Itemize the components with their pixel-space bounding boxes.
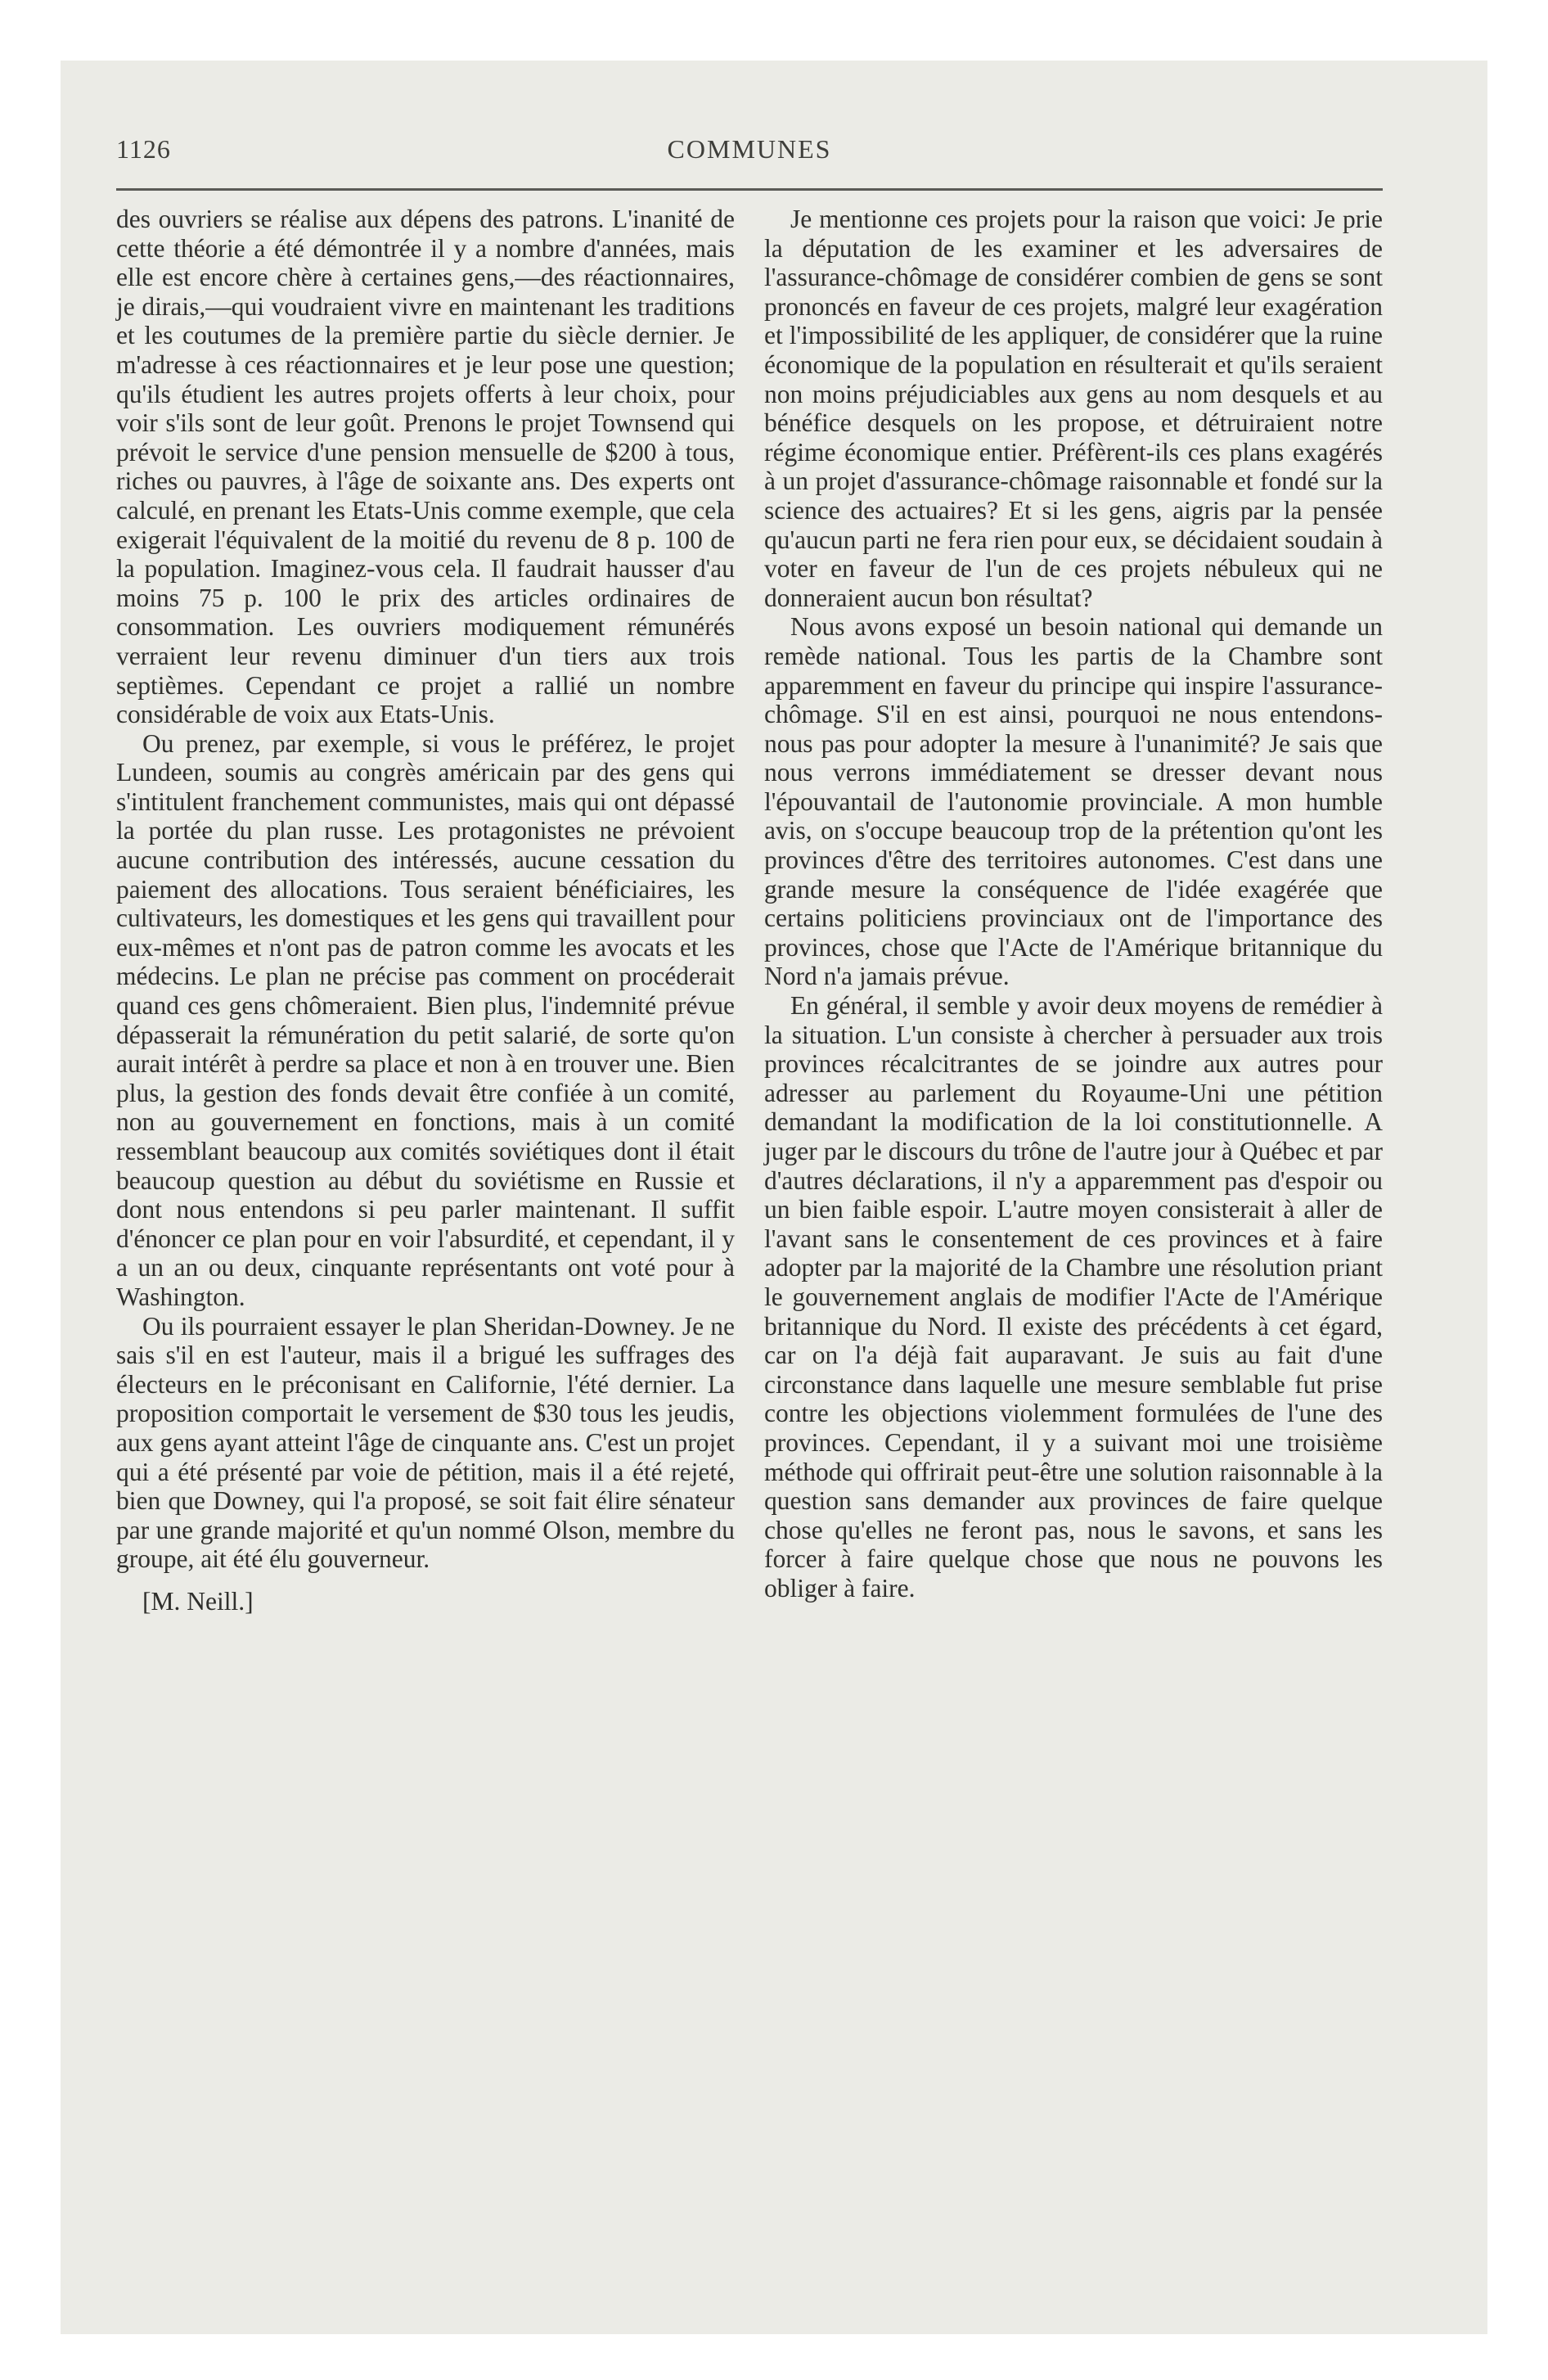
page-header bbox=[116, 134, 1383, 175]
paragraph: Je mentionne ces projets pour la raison que voici: Je prie la députation de les examiner et les adversaires de l'assurance-chômage de considérer combien de gens se sont prononcés en faveur de ces projets, malgré leur exagération et l'impossibilité de les appliquer, de considérer que la ruine économique de la population en résulterait et qu'ils seraient non moins préjudiciables aux gens au nom desquels et au bénéfice desquels on les propose, et détruiraient notre régime économique entier. Préfèrent-ils ces plans exagérés à un projet d'assurance-chômage raisonnable et fondé sur la science des actuaires? Et si les gens, aigris par la pensée qu'aucun parti ne fera rien pour eux, se décidaient soudain à voter en faveur de l'un de ces projets nébuleux qui ne donneraient aucun bon résultat? bbox=[764, 205, 1383, 612]
right-column bbox=[764, 205, 1383, 1603]
header-rule bbox=[116, 188, 1383, 191]
paragraph: En général, il semble y avoir deux moyens de remédier à la situation. L'un consiste à chercher à persuader aux trois provinces récalcitrantes de se joindre aux autres pour adresser au parlement du Royaume-Uni une pétition demandant la modification de la loi constitutionnelle. A juger par le discours du trône de l'autre jour à Québec et par d'autres déclarations, il n'y a apparemment pas d'espoir ou un bien faible espoir. L'autre moyen consisterait à aller de l'avant sans le consentement de ces provinces et à faire adopter par la majorité de la Chambre une résolution priant le gouvernement anglais de modifier l'Acte de l'Amérique britannique du Nord. Il existe des précédents à cet égard, car on l'a déjà fait auparavant. Je suis au fait d'une circonstance dans laquelle une mesure semblable fut prise contre les objections violemment formulées de l'une des provinces. Cependant, il y a suivant moi une troisième méthode qui offrirait peut-être une solution raisonnable à la question sans demander aux provinces de faire quelque chose qu'elles ne feront pas, nous le savons, et sans les forcer à faire quelque chose que nous ne pouvons les obliger à faire. bbox=[764, 991, 1383, 1602]
paragraph: Ou prenez, par exemple, si vous le préférez, le projet Lundeen, soumis au congrès américain par des gens qui s'intitulent franchement communistes, mais qui ont dépassé la portée du plan russe. Les protagonistes ne prévoient aucune contribution des intéressés, aucune cessation du paiement des allocations. Tous seraient bénéficiaires, les cultivateurs, les domestiques et les gens qui travaillent pour eux-mêmes et n'ont pas de patron comme les avocats et les médecins. Le plan ne précise pas comment on procéderait quand ces gens chômeraient. Bien plus, l'indemnité prévue dépasserait la rémunération du petit salarié, de sorte qu'on aurait intérêt à perdre sa place et non à en trouver une. Bien plus, la gestion des fonds devait être confiée à un comité, non au gouvernement en fonctions, mais à un comité ressemblant beaucoup aux comités soviétiques dont il était beaucoup question au début du soviétisme en Russie et dont nous entendons si peu parler maintenant. Il suffit d'énoncer ce plan pour en voir l'absurdité, et cependant, il y a un an ou deux, cinquante représentants ont voté pour à Washington. bbox=[116, 728, 735, 1311]
paragraph: Nous avons exposé un besoin national qui demande un remède national. Tous les partis de la Chambre sont apparemment en faveur du principe qui inspire l'assurance-chômage. S'il en est ainsi, pourquoi ne nous entendons-nous pas pour adopter la mesure à l'unanimité? Je sais que nous verrons immédiatement se dresser devant nous l'épouvantail de l'autonomie provinciale. A mon humble avis, on s'occupe beaucoup trop de la prétention qu'ont les provinces d'être des territoires autonomes. C'est dans une grande mesure la conséquence de l'idée exagérée que certains politiciens provinciaux ont de l'importance des provinces, chose que l'Acte de l'Amérique britannique du Nord n'a jamais prévue. bbox=[764, 612, 1383, 991]
page-number: 1126 bbox=[116, 134, 171, 164]
running-head: COMMUNES bbox=[667, 134, 832, 164]
left-column bbox=[116, 205, 735, 1616]
paragraph: Ou ils pourraient essayer le plan Sheridan-Downey. Je ne sais s'il en est l'auteur, mais il a brigué les suffrages des électeurs en le préconisant en Californie, l'été dernier. La proposition comportait le versement de $30 tous les jeudis, aux gens ayant atteint l'âge de cinquante ans. C'est un projet qui a été présenté par voie de pétition, mais il a été rejeté, bien que Downey, qui l'a proposé, se soit fait élire sénateur par une grande majorité et qu'un nommé Olson, membre du groupe, ait été élu gouverneur. bbox=[116, 1311, 735, 1574]
speaker-attribution: [M. Neill.] bbox=[142, 1586, 254, 1616]
paragraph: des ouvriers se réalise aux dépens des patrons. L'inanité de cette théorie a été démontrée il y a nombre d'années, mais elle est encore chère à certaines gens,—des réactionnaires, je dirais,—qui voudraient vivre en maintenant les traditions et les coutumes de la première partie du siècle dernier. Je m'adresse à ces réactionnaires et je leur pose une question; qu'ils étudient les autres projets offerts à leur choix, pour voir s'ils sont de leur goût. Prenons le projet Townsend qui prévoit le service d'une pension mensuelle de $200 à tous, riches ou pauvres, à l'âge de soixante ans. Des experts ont calculé, en prenant les Etats-Unis comme exemple, que cela exigerait l'équivalent de la moitié du revenu de 8 p. 100 de la population. Imaginez-vous cela. Il faudrait hausser d'au moins 75 p. 100 le prix des articles ordinaires de consommation. Les ouvriers modiquement rémunérés verraient leur revenu diminuer d'un tiers aux trois septièmes. Cependant ce projet a rallié un nombre considérable de voix aux Etats-Unis. bbox=[116, 205, 735, 729]
